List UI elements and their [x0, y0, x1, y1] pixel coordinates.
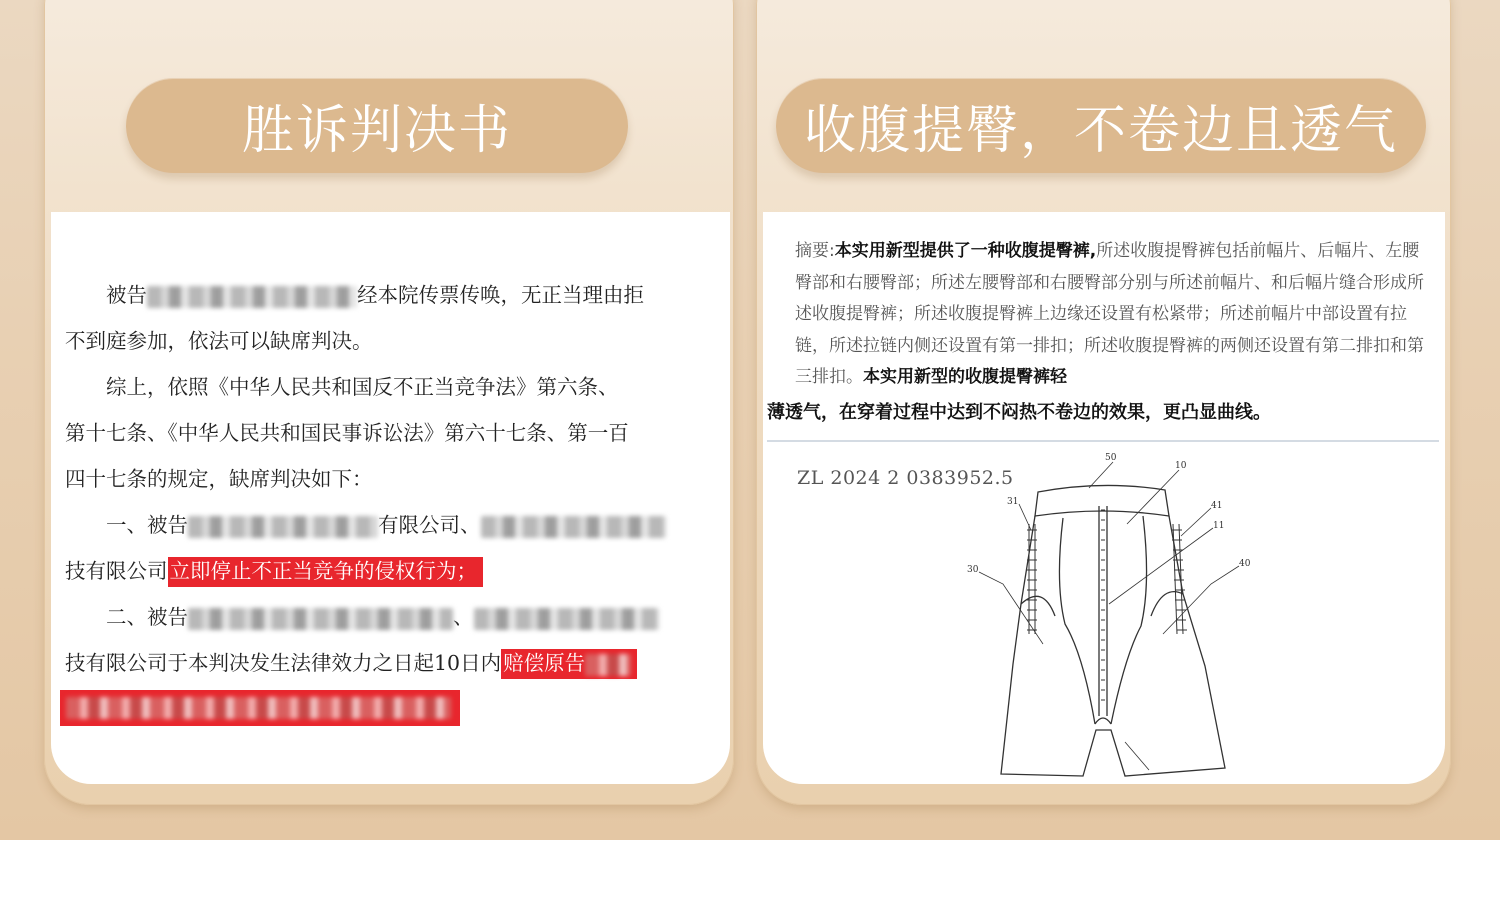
highlight-compensation: 赔偿原告: [501, 649, 637, 679]
product-title: 收腹提臀，不卷边且透气: [776, 78, 1426, 173]
patent-drawing: [943, 444, 1273, 784]
ref-label: 30: [967, 565, 979, 575]
redacted-text: [188, 608, 453, 630]
ref-label: 10: [1175, 461, 1187, 471]
patent-number: ZL 2024 2 0383952.5: [797, 467, 1014, 489]
redacted-text: [474, 608, 659, 630]
divider: [767, 440, 1439, 442]
doc-line: 被告 经本院传票传唤，无正当理由拒: [106, 283, 644, 307]
judgment-document: [51, 212, 730, 784]
redacted-text: [147, 286, 357, 308]
ref-label: 41: [1211, 501, 1223, 511]
zipper: [1099, 506, 1107, 716]
judgment-title: 胜诉判决书: [126, 78, 628, 173]
redacted-text: [188, 516, 378, 538]
judgment-text: [65, 272, 715, 686]
doc-line: 综上，依照《中华人民共和国反不正当竞争法》第六条、: [106, 375, 619, 399]
highlight-stop-infringement: 立即停止不正当竞争的侵权行为；: [168, 557, 484, 587]
doc-line: 二、被告 、: [65, 594, 715, 640]
redacted-text: [481, 516, 666, 538]
doc-line: 第十七条、《中华人民共和国民事诉讼法》第六十七条、第一百: [65, 421, 629, 445]
patent-document: [763, 212, 1445, 784]
highlight-redacted-amount: [60, 690, 460, 726]
ref-label: 31: [1007, 497, 1019, 507]
redacted-text: [585, 654, 631, 676]
patent-abstract: 摘要:本实用新型提供了一种收腹提臀裤,所述收腹提臀裤包括前幅片、后幅片、左腰臀部和右腰臀部；所述左腰臀部和右腰臀部分别与所述前幅片、和后幅片缝合形成所述收腹提臀裤；所述收腹提臀裤上边缘还设置有松紧带；所述前幅片中部设置有拉链，所述拉链内侧还设置有第一排扣；所述收腹提臀裤的两侧还设置有第二排扣和第三排扣。本实用新型的收腹提臀裤轻: [795, 241, 1424, 387]
redacted-text: [66, 697, 451, 719]
ref-label: 40: [1239, 559, 1251, 569]
doc-line: 技有限公司于本判决发生法律效力之日起10日内赔偿原告: [65, 640, 715, 686]
doc-line: 一、被告 有限公司、: [65, 502, 715, 548]
ref-label: 50: [1105, 453, 1117, 463]
doc-line: 四十七条的规定，缺席判决如下：: [65, 467, 373, 491]
doc-line: 技有限公司立即停止不正当竞争的侵权行为；: [65, 548, 715, 594]
ref-label: 11: [1213, 521, 1225, 531]
patent-abstract-conclusion: 薄透气，在穿着过程中达到不闷热不卷边的效果，更凸显曲线。: [767, 402, 1271, 423]
doc-line: 不到庭参加，依法可以缺席判决。: [65, 329, 373, 353]
